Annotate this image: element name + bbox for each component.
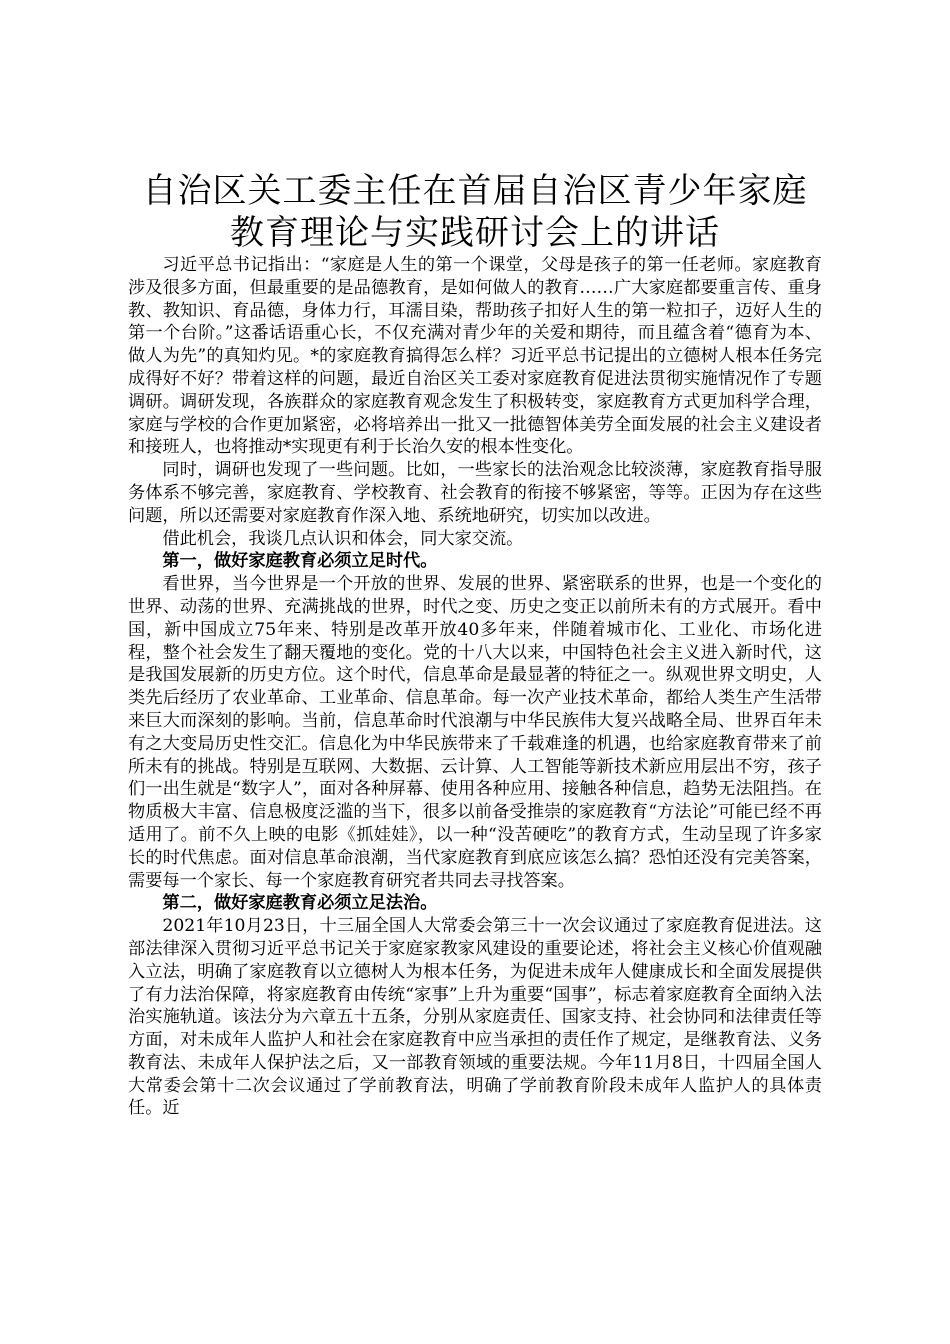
document-title: 自治区关工委主任在首届自治区青少年家庭教育理论与实践研讨会上的讲话 [142,171,808,253]
paragraph: 同时，调研也发现了一些问题。比如，一些家长的法治观念比较淡薄，家庭教育指导服务体系不够完善，家庭教育、学校教育、社会教育的衔接不够紧密，等等。正因为存在这些问题，所以还需要对家庭教育作深入地、系统地研究，切实加以改进。 [128,460,822,526]
paragraph: 2021年10月23日，十三届全国人大常委会第三十一次会议通过了家庭教育促进法。这部法律深入贯彻习近平总书记关于家庭家教家风建设的重要论述，将社会主义核心价值观融入立法，明确了家庭教育以立德树人为根本任务，为促进未成年人健康成长和全面发展提供了有力法治保障，将家庭教育由传统“家事”上升为重要“国事”，标志着家庭教育全面纳入法治实施轨道。该法分为六章五十五条，分别从家庭责任、国家支持、社会协同和法律责任等方面，对未成年人监护人和社会在家庭教育中应当承担的责任作了规定，是继教育法、义务教育法、未成年人保护法之后，又一部教育领域的重要法规。今年11月8日，十四届全国人大常委会第十二次会议通过了学前教育法，明确了学前教育阶段未成年人监护人的具体责任。近 [128,916,822,1119]
paragraph: 习近平总书记指出：“家庭是人生的第一个课堂，父母是孩子的第一任老师。家庭教育涉及很多方面，但最重要的是品德教育，是如何做人的教育……广大家庭都要重言传、重身教、教知识、育品德，身体力行，耳濡目染，帮助孩子扣好人生的第一粒扣子，迈好人生的第一个台阶。”这番话语重心长，不仅充满对青少年的关爱和期待，而且蕴含着“德育为本、做人为先”的真知灼见。*的家庭教育搞得怎么样？习近平总书记提出的立德树人根本任务完成得好不好？带着这样的问题，最近自治区关工委对家庭教育促进法贯彻实施情况作了专题调研。调研发现，各族群众的家庭教育观念发生了积极转变，家庭教育方式更加科学合理，家庭与学校的合作更加紧密，必将培养出一批又一批德智体美劳全面发展的社会主义建设者和接班人，也将推动*实现更有利于长治久安的根本性变化。 [128,255,822,458]
paragraph: 看世界，当今世界是一个开放的世界、发展的世界、紧密联系的世界，也是一个变化的世界、动荡的世界、充满挑战的世界，时代之变、历史之变正以前所未有的方式展开。看中国，新中国成立75年来、特别是改革开放40多年来，伴随着城市化、工业化、市场化进程，整个社会发生了翻天覆地的变化。党的十八大以来，中国特色社会主义进入新时代，这是我国发展新的历史方位。这个时代，信息革命是最显著的特征之一。纵观世界文明史，人类先后经历了农业革命、工业革命、信息革命。每一次产业技术革命，都给人类生产生活带来巨大而深刻的影响。当前，信息革命时代浪潮与中华民族伟大复兴战略全局、世界百年未有之大变局历史性交汇。信息化为中华民族带来了千载难逢的机遇，也给家庭教育带来了前所未有的挑战。特别是互联网、大数据、云计算、人工智能等新技术新应用层出不穷，孩子们一出生就是“数字人”，面对各种屏幕、使用各种应用、接触各种信息，趋势无法阻挡。在物质极大丰富、信息极度泛滥的当下，很多以前备受推崇的家庭教育“方法论”可能已经不再适用了。前不久上映的电影《抓娃娃》，以一种“没苦硬吃”的教育方式，生动呈现了许多家长的时代焦虑。面对信息革命浪潮，当代家庭教育到底应该怎么搞？恐怕还没有完美答案，需要每一个家长、每一个家庭教育研究者共同去寻找答案。 [128,574,822,891]
document-page [128,170,822,1120]
section-heading: 第二，做好家庭教育必须立足法治。 [162,893,438,914]
paragraph: 借此机会，我谈几点认识和体会，同大家交流。 [162,528,524,549]
section-heading: 第一，做好家庭教育必须立足时代。 [162,551,438,572]
